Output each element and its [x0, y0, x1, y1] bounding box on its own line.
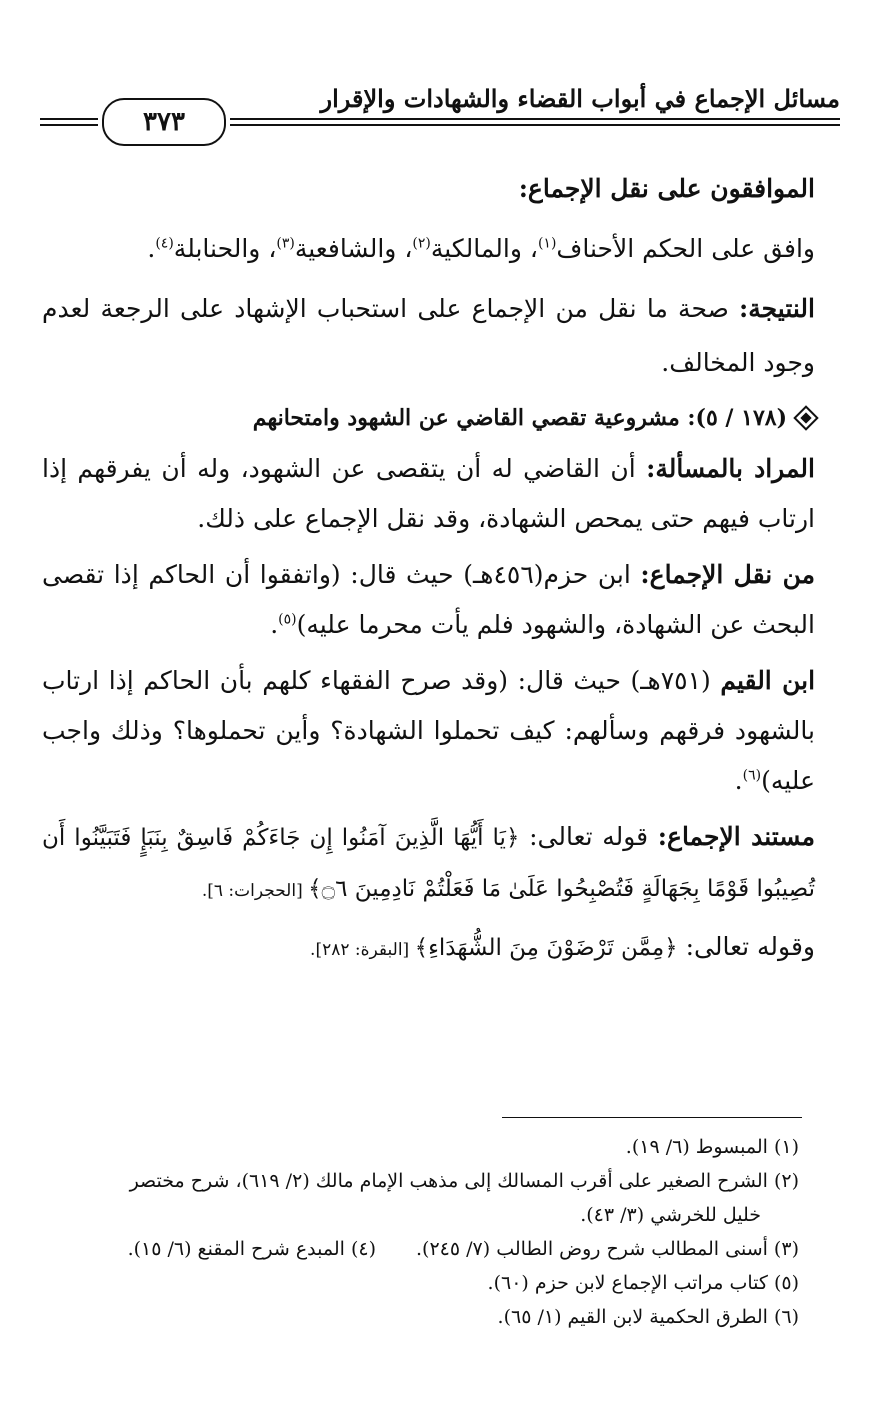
text-segment: وافق على الحكم الأحناف: [556, 234, 815, 263]
paragraph-text: ابن حزم(٤٥٦هـ) حيث قال: (واتفقوا أن الحاكم إذا تقصى البحث عن الشهادة، والشهود فلم يأت محرما عليه): [42, 560, 815, 639]
header-rule: [40, 118, 98, 120]
verse-reference: [البقرة: ٢٨٢].: [310, 940, 415, 960]
footnote-4: (٤) المبدع شرح المقنع (٦/ ١٥).: [127, 1238, 377, 1260]
footnote-row-3-4: [30, 1232, 799, 1266]
agreeing-schools-paragraph: [42, 222, 815, 276]
text-segment: ، والحنابلة: [173, 234, 277, 263]
footnote-1: (١) المبسوط (٦/ ١٩).: [625, 1136, 799, 1158]
consensus-source-paragraph: من نقل الإجماع: ابن حزم(٤٥٦هـ) حيث قال: (واتفقوا أن الحاكم إذا تقصى البحث عن الشهادة، والشهود فلم يأت محرما عليه)$^{(٥)}$.: [42, 560, 815, 639]
main-text: [42, 162, 815, 981]
quran-verse: ﴿مِمَّن تَرْضَوْنَ مِنَ الشُّهَدَاءِ﴾: [414, 935, 678, 961]
ibn-qayyim-paragraph: ابن القيم (٧٥١هـ) حيث قال: (وقد صرح الفقهاء كلهم بأن الحاكم إذا ارتاب بالشهود فرقهم وسألهم: كيف تحملوا الشهادة؟ وأين تحملوها؟ وذلك واجب عليه)$^{(٦)}$.: [42, 666, 816, 795]
footnote-separator: [502, 1117, 802, 1118]
footnote-2: [30, 1164, 799, 1232]
paragraph-text: وقوله تعالى:: [677, 932, 815, 961]
meaning-paragraph: [42, 444, 815, 544]
header-rule: [230, 124, 840, 126]
paragraph-lead: مستند الإجماع:: [657, 822, 815, 851]
footnote-2-line-2: خليل للخرشي (٣/ ٤٣).: [580, 1204, 761, 1226]
issue-heading: [42, 396, 815, 440]
issue-title: (١٧٨ / ٥): مشروعية تقصي القاضي عن الشهود وامتحانهم: [252, 405, 787, 431]
result-paragraph: [42, 282, 815, 390]
text-segment: .: [147, 234, 156, 263]
paragraph-lead: ابن القيم: [720, 666, 816, 695]
footnote-2-line-1: (٢) الشرح الصغير على أقرب المسالك إلى مذهب الإمام مالك (٢/ ٦١٩)، شرح مختصر: [129, 1170, 799, 1192]
footnote-ref: (١): [537, 235, 557, 252]
paragraph-text: صحة ما نقل من الإجماع على استحباب الإشهاد على الرجعة لعدم وجود المخالف.: [42, 294, 815, 377]
quran-verse: ﴿يَا أَيُّهَا الَّذِينَ آمَنُوا إِن جَاءَكُمْ فَاسِقٌ بِنَبَإٍ فَتَبَيَّنُوا أَن تُصِيبُوا قَوْمًا بِجَهَالَةٍ فَتُصْبِحُوا عَلَىٰ مَا فَعَلْتُمْ نَادِمِينَ ۝٦﴾: [42, 825, 815, 902]
diamond-bullet-icon: [793, 405, 818, 430]
page-number: ٣٧٣: [102, 98, 226, 146]
footnote-6: (٦) الطرق الحكمية لابن القيم (١/ ٦٥).: [497, 1306, 799, 1328]
footnote-ref: (٣): [276, 235, 295, 252]
footnote-ref: (٦): [742, 767, 762, 784]
text-segment: ، والمالكية: [430, 234, 538, 263]
evidence-paragraph-2: [42, 922, 815, 975]
paragraph-lead: من نقل الإجماع:: [640, 560, 815, 589]
paragraph-text: أن القاضي له أن يتقصى عن الشهود، وله أن يفرقهم إذا ارتاب فيهم حتى يمحص الشهادة، وقد نقل الإجماع على ذلك.: [42, 454, 815, 533]
page-header: [40, 78, 840, 138]
footnote-ref: (٢): [412, 235, 431, 252]
footnote-ref: (٥): [278, 611, 297, 628]
evidence-paragraph: [42, 812, 815, 916]
verse-reference: [الحجرات: ٦].: [201, 881, 309, 901]
agreeing-heading: الموافقون على نقل الإجماع:: [518, 174, 815, 203]
paragraph-lead: المراد بالمسألة:: [646, 454, 815, 483]
header-rule: [230, 118, 840, 120]
text-segment: ، والشافعية: [294, 234, 413, 263]
paragraph-text: (٧٥١هـ) حيث قال: (وقد صرح الفقهاء كلهم بأن الحاكم إذا ارتاب بالشهود فرقهم وسألهم: كيف تحملوا الشهادة؟ وأين تحملوها؟ وذلك واجب عليه): [42, 666, 815, 795]
footnote-ref: (٤): [155, 235, 174, 252]
footnote-5: (٥) كتاب مراتب الإجماع لابن حزم (٦٠).: [487, 1272, 799, 1294]
running-title: مسائل الإجماع في أبواب القضاء والشهادات والإقرار: [320, 84, 840, 113]
paragraph-lead: النتيجة:: [739, 294, 815, 323]
header-rule: [40, 124, 98, 126]
footnote-3: (٣) أسنى المطالب شرح روض الطالب (٧/ ٢٤٥).: [416, 1238, 799, 1260]
footnotes: [30, 1130, 799, 1334]
paragraph-text: قوله تعالى:: [519, 822, 658, 851]
